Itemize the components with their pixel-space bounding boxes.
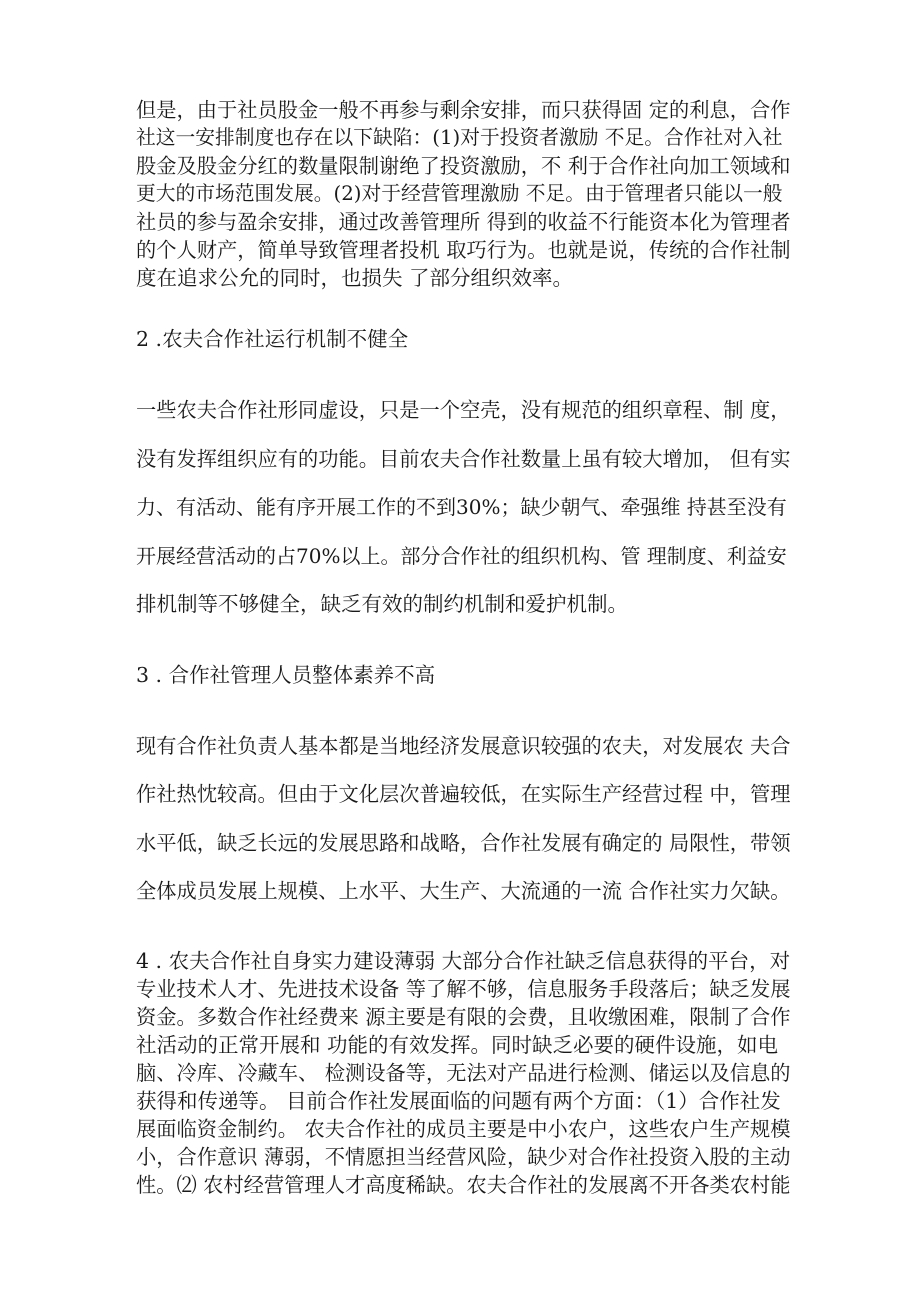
paragraph-line: 水平低，缺乏长远的发展思路和战略，合作社发展有确定的 局限性，带领 xyxy=(136,831,791,855)
paragraph-line: 作社热忱较高。但由于文化层次普遍较低，在实际生产经营过程 中，管理 xyxy=(136,782,791,806)
paragraph-line: 专业技术人才、先进技术设备 等了解不够，信息服务手段落后；缺乏发展 xyxy=(136,977,791,1001)
paragraph-line: 但是，由于社员股金一般不再参与剩余安排，而只获得固 定的利息，合作 xyxy=(136,98,791,122)
paragraph-line: 现有合作社负责人基本都是当地经济发展意识较强的农夫，对发展农 夫合 xyxy=(136,734,791,758)
paragraph-line: 资金。多数合作社经费来 源主要是有限的会费，且收缴困难，限制了合作 xyxy=(136,1005,791,1029)
paragraph-line: 小，合作意识 薄弱，不情愿担当经营风险，缺少对合作社投资入股的主动 xyxy=(136,1145,791,1169)
paragraph-line: 4 . 农夫合作社自身实力建设薄弱 大部分合作社缺乏信息获得的平台，对 xyxy=(136,949,791,973)
paragraph-line: 获得和传递等。 目前合作社发展面临的问题有两个方面：（1）合作社发 xyxy=(136,1089,781,1113)
paragraph-line: 更大的市场范围发展。(2)对于经营管理激励 不足。由于管理者只能以一般 xyxy=(136,182,783,205)
paragraph-line: 一些农夫合作社形同虚设，只是一个空壳，没有规范的组织章程、制 度， xyxy=(136,398,791,422)
paragraph-line: 社活动的正常开展和 功能的有效发挥。同时缺乏必要的硬件设施，如电 xyxy=(136,1033,779,1057)
paragraph-line: 排机制等不够健全，缺乏有效的制约机制和爱护机制。 xyxy=(136,592,628,616)
section-heading-2: 2 .农夫合作社运行机制不健全 xyxy=(136,327,409,351)
paragraph-line: 展面临资金制约。 农夫合作社的成员主要是中小农户，这些农户生产规模 xyxy=(136,1117,791,1141)
paragraph-line: 度在追求公允的同时，也损失 了部分组织效率。 xyxy=(136,266,574,290)
paragraph-line: 全体成员发展上规模、上水平、大生产、大流通的一流 合作社实力欠缺。 xyxy=(136,879,791,903)
paragraph-line: 开展经营活动的占70%以上。部分合作社的组织机构、管 理制度、利益安 xyxy=(136,544,787,568)
section-heading-3: 3 . 合作社管理人员整体素养不高 xyxy=(136,663,436,687)
paragraph-line: 脑、冷库、冷藏车、 检测设备等，无法对产品进行检测、储运以及信息的 xyxy=(136,1061,791,1085)
paragraph-line: 社员的参与盈余安排，通过改善管理所 得到的收益不行能资本化为管理者 xyxy=(136,210,791,234)
paragraph-line: 力、有活动、能有序开展工作的不到30%；缺少朝气、牵强维 持甚至没有 xyxy=(136,495,787,519)
paragraph-line: 没有发挥组织应有的功能。目前农夫合作社数量上虽有较大增加， 但有实 xyxy=(136,447,791,471)
paragraph-line: 股金及股金分红的数量限制谢绝了投资激励，不 利于合作社向加工领域和 xyxy=(136,154,791,178)
paragraph-line: 的个人财产，简单导致管理者投机 取巧行为。也就是说，传统的合作社制 xyxy=(136,238,791,262)
paragraph-line: 社这一安排制度也存在以下缺陷：(1)对于投资者激励 不足。合作社对入社 xyxy=(136,126,783,149)
paragraph-line: 性。⑵ 农村经营管理人才高度稀缺。农夫合作社的发展离不开各类农村能 xyxy=(136,1173,791,1197)
